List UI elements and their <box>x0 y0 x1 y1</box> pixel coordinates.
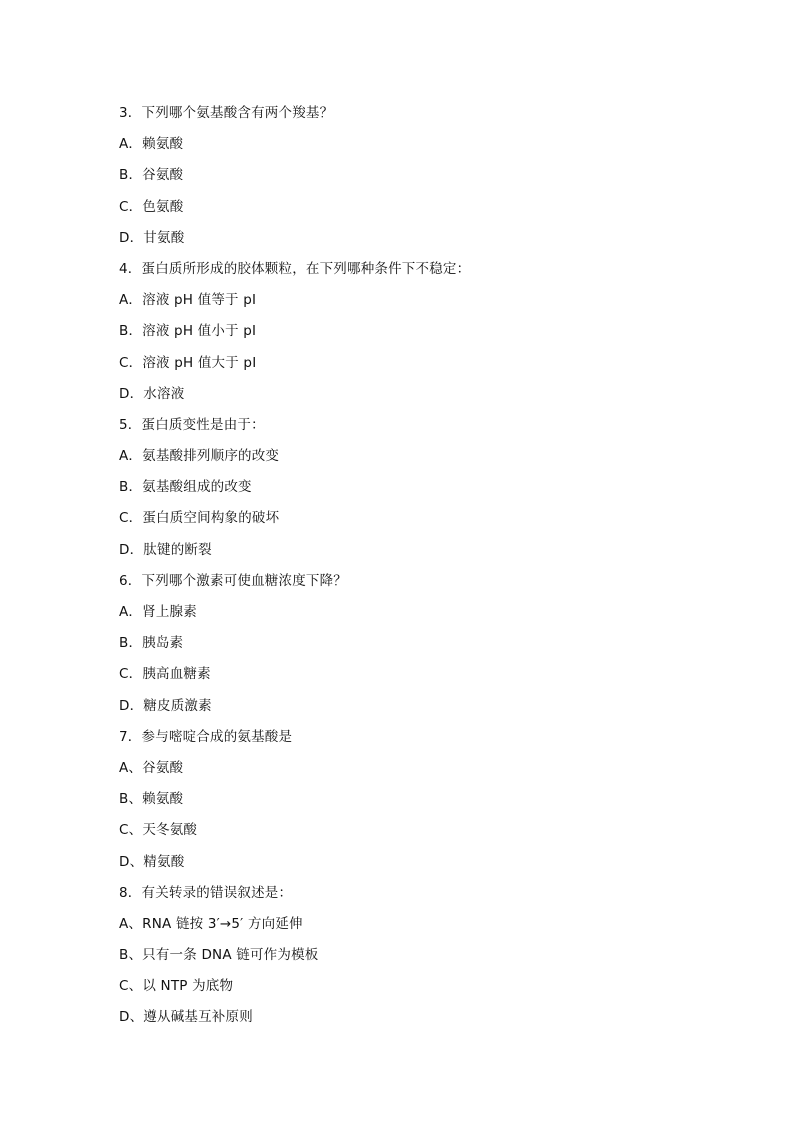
question-5-option-c: C．蛋白质空间构象的破坏 <box>119 510 280 527</box>
question-7-option-d: D、精氨酸 <box>119 853 185 870</box>
question-7-stem: 7．参与嘧啶合成的氨基酸是 <box>119 728 293 745</box>
question-4-option-c: C．溶液 pH 值大于 pI <box>119 354 257 371</box>
question-6-option-c: C．胰高血糖素 <box>119 666 211 683</box>
question-3-stem: 3．下列哪个氨基酸含有两个羧基？ <box>119 105 334 121</box>
question-8-stem: 8．有关转录的错误叙述是： <box>119 884 293 901</box>
question-5-option-a: A．氨基酸排列顺序的改变 <box>119 448 280 465</box>
question-3-option-b: B．谷氨酸 <box>119 167 184 184</box>
question-6-option-d: D．糖皮质激素 <box>119 697 212 714</box>
question-3-option-a: A．赖氨酸 <box>119 136 184 153</box>
question-4-stem: 4．蛋白质所形成的胶体颗粒，在下列哪种条件下不稳定： <box>119 260 471 277</box>
question-4-option-a: A．溶液 pH 值等于 pI <box>119 292 257 309</box>
question-3-option-c: C．色氨酸 <box>119 198 184 215</box>
question-7-option-a: A、谷氨酸 <box>119 759 184 776</box>
question-7-option-c: C、天冬氨酸 <box>119 822 198 839</box>
question-8-option-a: A、RNA 链按 3′→5′ 方向延伸 <box>119 915 303 932</box>
question-8-option-d: D、遵从碱基互补原则 <box>119 1009 253 1026</box>
question-8-option-c: C、以 NTP 为底物 <box>119 978 234 995</box>
question-3-option-d: D．甘氨酸 <box>119 229 185 246</box>
question-5-option-b: B．氨基酸组成的改变 <box>119 479 252 496</box>
question-6-option-b: B．胰岛素 <box>119 635 184 652</box>
question-7-option-b: B、赖氨酸 <box>119 791 184 808</box>
question-8-option-b: B、只有一条 DNA 链可作为模板 <box>119 947 319 964</box>
question-list <box>119 103 739 1039</box>
question-4-option-b: B．溶液 pH 值小于 pI <box>119 323 257 340</box>
question-6-option-a: A．肾上腺素 <box>119 604 197 620</box>
question-6-stem: 6．下列哪个激素可使血糖浓度下降？ <box>119 572 347 589</box>
question-5-option-d: D．肽键的断裂 <box>119 541 212 558</box>
question-5-stem: 5．蛋白质变性是由于： <box>119 416 265 433</box>
question-4-option-d: D．水溶液 <box>119 385 185 402</box>
